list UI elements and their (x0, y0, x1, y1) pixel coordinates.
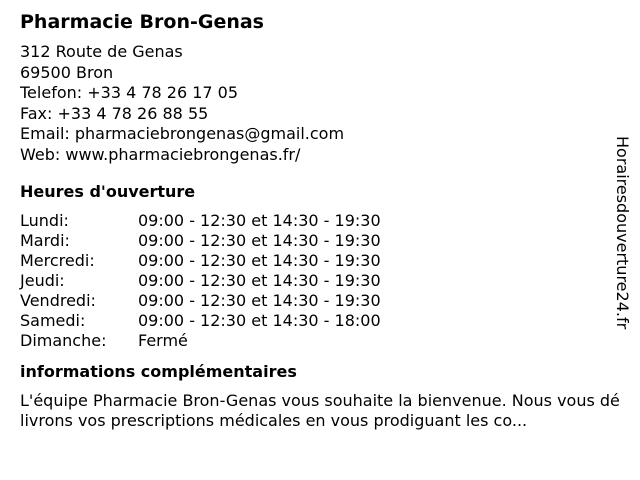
email-address: Email: pharmaciebrongenas@gmail.com (20, 124, 345, 143)
pharmacy-name: Pharmacie Bron-Genas (20, 11, 264, 33)
site-watermark: Horairesdouverture24.fr (613, 136, 632, 330)
hours-row-saturday (20, 311, 620, 331)
additional-info-text: L'équipe Pharmacie Bron-Genas vous souhaite la bienvenue. Nous vous délivrons vos prescriptions médicales en vous prodiguant les co... (20, 391, 620, 430)
website-link: Web: www.pharmaciebrongenas.fr/ (20, 144, 301, 164)
hours-day: Samedi: (20, 311, 86, 330)
opening-hours-table (20, 211, 620, 351)
pharmacy-card (20, 8, 620, 431)
hours-time: 09:00 - 12:30 et 14:30 - 19:30 (138, 251, 381, 270)
hours-day: Mardi: (20, 231, 70, 250)
opening-hours-heading: Heures d'ouverture (20, 182, 196, 201)
hours-time: 09:00 - 12:30 et 14:30 - 19:30 (138, 291, 381, 310)
hours-day: Lundi: (20, 211, 69, 230)
address-street: 312 Route de Genas (20, 42, 183, 61)
hours-row-friday (20, 291, 620, 311)
hours-row-thursday (20, 271, 620, 291)
hours-row-wednesday (20, 251, 620, 271)
hours-row-tuesday (20, 231, 620, 251)
hours-day: Jeudi: (20, 271, 65, 290)
hours-day: Mercredi: (20, 251, 95, 270)
additional-info-heading: informations complémentaires (20, 362, 297, 381)
address-city: 69500 Bron (20, 62, 114, 82)
hours-day: Dimanche: (20, 331, 107, 350)
hours-time: 09:00 - 12:30 et 14:30 - 18:00 (138, 311, 381, 330)
hours-time: 09:00 - 12:30 et 14:30 - 19:30 (138, 231, 381, 250)
hours-day: Vendredi: (20, 291, 96, 310)
phone-number: Telefon: +33 4 78 26 17 05 (20, 83, 239, 102)
hours-time: Fermé (138, 331, 188, 350)
hours-row-sunday (20, 331, 620, 351)
contact-block (20, 42, 620, 165)
hours-row-monday (20, 211, 620, 231)
hours-time: 09:00 - 12:30 et 14:30 - 19:30 (138, 271, 381, 290)
fax-number: Fax: +33 4 78 26 88 55 (20, 103, 209, 123)
hours-time: 09:00 - 12:30 et 14:30 - 19:30 (138, 211, 381, 230)
